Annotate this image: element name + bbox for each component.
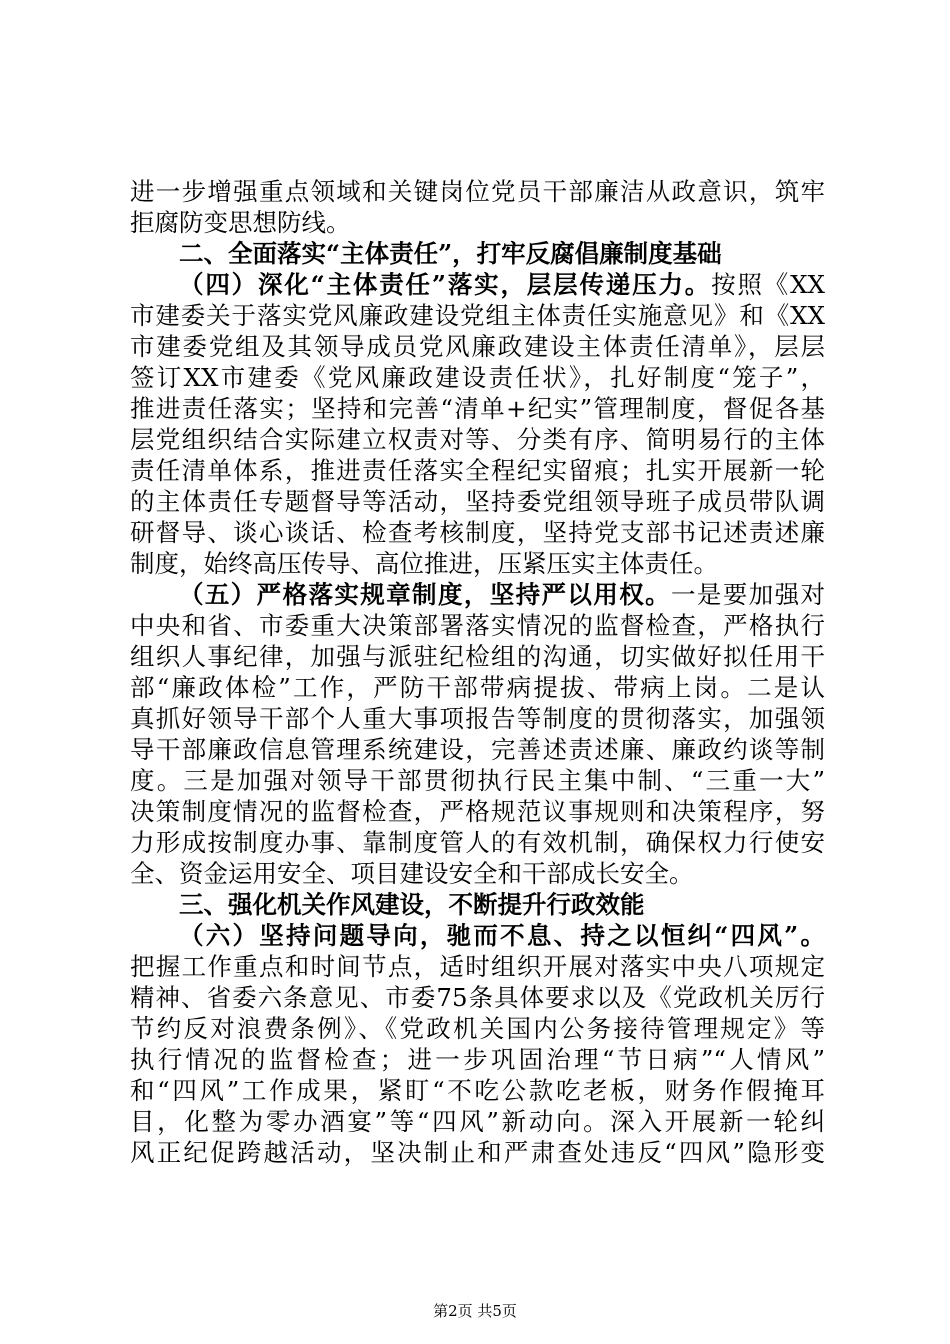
- line-text: 精神、省委六条意见、市委75条具体要求以及《党政机关厉行: [130, 983, 825, 1012]
- paragraph-line: [130, 176, 825, 207]
- paragraph-line: [130, 1106, 825, 1137]
- paragraph-line: [130, 1013, 825, 1044]
- line-text: 部“廉政体检”工作，严防干部带病提拔、带病上岗。二是认: [130, 673, 825, 702]
- line-text: 决策制度情况的监督检查，严格规范议事规则和决策程序，努: [130, 797, 825, 826]
- line-text: 真抓好领导干部个人重大事项报告等制度的贯彻落实，加强领: [130, 704, 825, 733]
- line-text: 目，化整为零办酒宴”等“四风”新动向。深入开展新一轮纠: [130, 1107, 825, 1136]
- line-text: 把握工作重点和时间节点，适时组织开展对落实中央八项规定: [130, 952, 825, 981]
- page-footer: 第2页 共5页: [433, 1302, 517, 1320]
- paragraph-line: [130, 424, 825, 455]
- line-text: 层党组织结合实际建立权责对等、分类有序、简明易行的主体: [130, 425, 825, 454]
- paragraph-line: [130, 641, 825, 672]
- paragraph-line: [130, 951, 825, 982]
- line-text: 推进责任落实；坚持和完善“清单+纪实”管理制度，督促各基: [130, 394, 825, 423]
- paragraph-line: [130, 579, 825, 610]
- line-text: 研督导、谈心谈话、检查考核制度，坚持党支部书记述责述廉: [130, 518, 825, 547]
- section-heading: [130, 238, 825, 269]
- subsection-heading: （四）深化“主体责任”落实，层层传递压力。: [179, 270, 712, 299]
- paragraph-line: [130, 827, 825, 858]
- line-text: 进一步增强重点领域和关键岗位党员干部廉洁从政意识，筑牢: [130, 177, 825, 206]
- line-text: 度。三是加强对领导干部贯彻执行民主集中制、“三重一大”: [130, 766, 825, 795]
- line-text: 签订XX市建委《党风廉政建设责任状》，扎好制度“笼子”，: [130, 363, 825, 392]
- line-text: 风正纪促跨越活动，坚决制止和严肃查处违反“四风”隐形变: [130, 1138, 825, 1167]
- paragraph-line: [130, 517, 825, 548]
- line-text: 二、全面落实“主体责任”，打牢反腐倡廉制度基础: [179, 239, 722, 268]
- paragraph-line: [130, 207, 825, 238]
- line-text: 力形成按制度办事、靠制度管人的有效机制，确保权力行使安: [130, 828, 825, 857]
- line-text: 执行情况的监督检查；进一步巩固治理“节日病”“人情风”: [130, 1045, 825, 1074]
- paragraph-line: [130, 393, 825, 424]
- paragraph-line: [130, 610, 825, 641]
- paragraph-line: [130, 548, 825, 579]
- paragraph-line: [130, 300, 825, 331]
- line-text: 制度，始终高压传导、高位推进，压紧压实主体责任。: [130, 549, 718, 578]
- line-text: 中央和省、市委重大决策部署落实情况的监督检查，严格执行: [130, 611, 825, 640]
- line-text: 和“四风”工作成果，紧盯“不吃公款吃老板，财务作假掩耳: [130, 1076, 825, 1105]
- paragraph-line: [130, 1044, 825, 1075]
- document-body: [130, 176, 825, 1168]
- line-text: 节约反对浪费条例》、《党政机关国内公务接待管理规定》等: [130, 1014, 825, 1043]
- line-text: 全、资金运用安全、项目建设安全和干部成长安全。: [130, 859, 694, 888]
- paragraph-line: [130, 982, 825, 1013]
- line-text: 导干部廉政信息管理系统建设，完善述责述廉、廉政约谈等制: [130, 735, 825, 764]
- paragraph-line: [130, 765, 825, 796]
- line-text: 组织人事纪律，加强与派驻纪检组的沟通，切实做好拟任用干: [130, 642, 825, 671]
- paragraph-line: [130, 796, 825, 827]
- paragraph-line: [130, 672, 825, 703]
- paragraph-line: [130, 331, 825, 362]
- paragraph-line: [130, 1075, 825, 1106]
- paragraph-line: [130, 362, 825, 393]
- paragraph-line: [130, 858, 825, 889]
- paragraph-line: [130, 703, 825, 734]
- paragraph-line: [130, 455, 825, 486]
- subsection-heading: （六）坚持问题导向，驰而不息、持之以恒纠“四风”。: [179, 921, 825, 950]
- line-text: 的主体责任专题督导等活动，坚持委党组领导班子成员带队调: [130, 487, 825, 516]
- subsection-heading: （五）严格落实规章制度，坚持严以用权。: [179, 580, 672, 609]
- line-text: 市建委关于落实党风廉政建设党组主体责任实施意见》和《XX: [130, 301, 825, 330]
- section-heading: [130, 889, 825, 920]
- line-text: 一是要加强对: [671, 580, 826, 609]
- line-text: 责任清单体系，推进责任落实全程纪实留痕；扎实开展新一轮: [130, 456, 825, 485]
- line-text: 拒腐防变思想防线。: [130, 208, 351, 237]
- paragraph-line: [130, 269, 825, 300]
- line-text: 三、强化机关作风建设，不断提升行政效能: [179, 890, 645, 919]
- paragraph-line: [130, 734, 825, 765]
- line-text: 市建委党组及其领导成员党风廉政建设主体责任清单》，层层: [130, 332, 825, 361]
- paragraph-line: [130, 920, 825, 951]
- paragraph-line: [130, 486, 825, 517]
- line-text: 按照《XX: [711, 270, 825, 299]
- paragraph-line: [130, 1137, 825, 1168]
